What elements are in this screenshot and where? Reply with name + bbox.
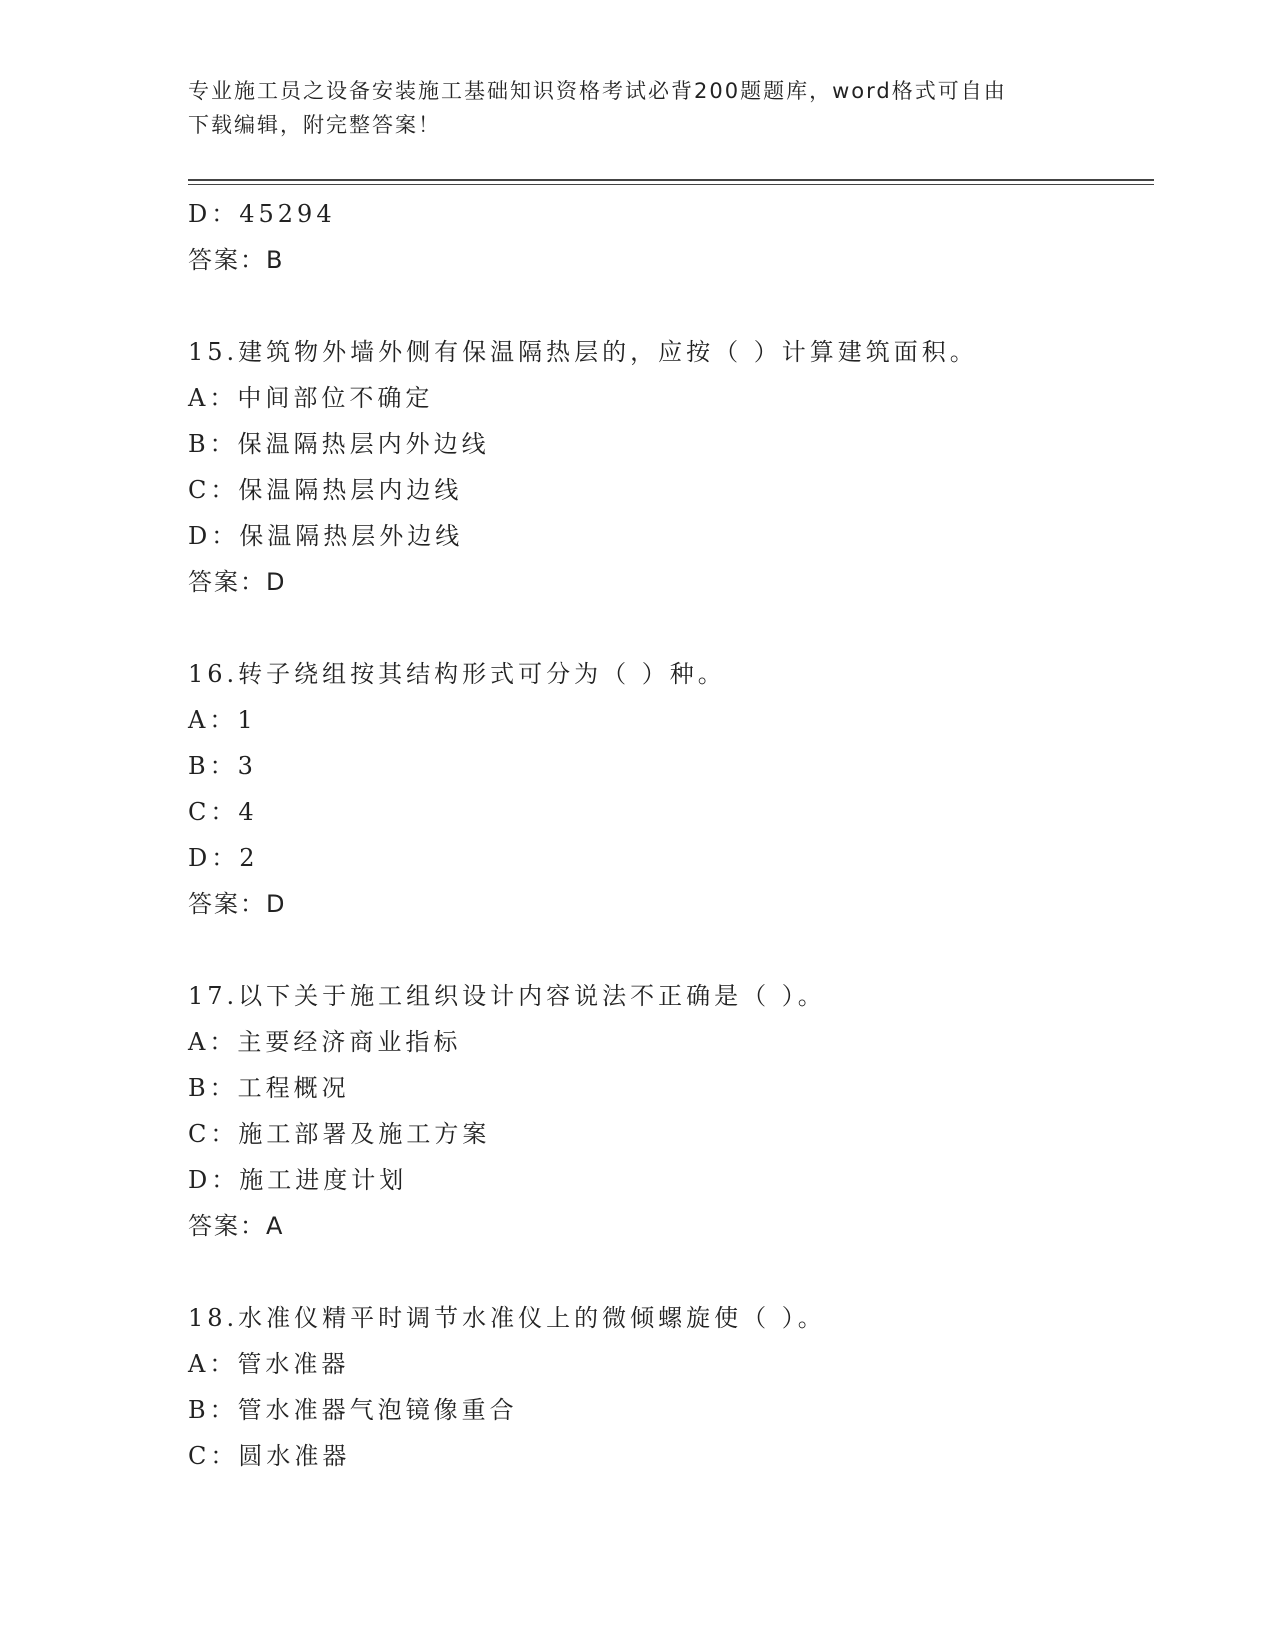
- spacer: [188, 605, 1148, 651]
- option-c: C：施工部署及施工方案: [188, 1120, 491, 1148]
- question-block: [188, 973, 1148, 1249]
- option-b: B：管水准器气泡镜像重合: [188, 1396, 518, 1424]
- header-line-1: 专业施工员之设备安装施工基础知识资格考试必背200题题库，word格式可自由: [188, 79, 1007, 103]
- question-stem: 16.转子绕组按其结构形式可分为（ ）种。: [188, 660, 726, 688]
- question-stem: 18.水准仪精平时调节水准仪上的微倾螺旋使（ ）。: [188, 1304, 826, 1332]
- option-c: C：4: [188, 798, 258, 826]
- option-d: D：保温隔热层外边线: [188, 522, 464, 550]
- option-a: A：中间部位不确定: [188, 384, 434, 412]
- option-c: C：圆水准器: [188, 1442, 351, 1470]
- spacer: [188, 1249, 1148, 1295]
- option-d: D：2: [188, 844, 259, 872]
- answer-line: 答案：D: [188, 890, 287, 918]
- option-a: A：主要经济商业指标: [188, 1028, 462, 1056]
- option-b: B：3: [188, 752, 257, 780]
- header-rule-thick: [188, 179, 1154, 181]
- option-b: B：工程概况: [188, 1074, 350, 1102]
- option-d: D：施工进度计划: [188, 1166, 408, 1194]
- question-block: [188, 651, 1148, 927]
- option-c: C：保温隔热层内边线: [188, 476, 463, 504]
- question-stem: 15.建筑物外墙外侧有保温隔热层的，应按（ ）计算建筑面积。: [188, 338, 978, 366]
- header-rule-thin: [188, 184, 1154, 185]
- answer-line: 答案：B: [188, 246, 285, 274]
- answer-line: 答案：D: [188, 568, 287, 596]
- question-block: [188, 1295, 1148, 1479]
- spacer: [188, 283, 1148, 329]
- header-line-2: 下载编辑，附完整答案！: [188, 113, 441, 137]
- document-header: [188, 74, 1088, 142]
- spacer: [188, 927, 1148, 973]
- option-b: B：保温隔热层内外边线: [188, 430, 490, 458]
- question-block: [188, 329, 1148, 605]
- option-a: A：1: [188, 706, 257, 734]
- answer-line: 答案：A: [188, 1212, 285, 1240]
- option-a: A：管水准器: [188, 1350, 350, 1378]
- question-list: [188, 191, 1148, 1479]
- option-d: D：45294: [188, 200, 336, 228]
- question-stem: 17.以下关于施工组织设计内容说法不正确是（ ）。: [188, 982, 826, 1010]
